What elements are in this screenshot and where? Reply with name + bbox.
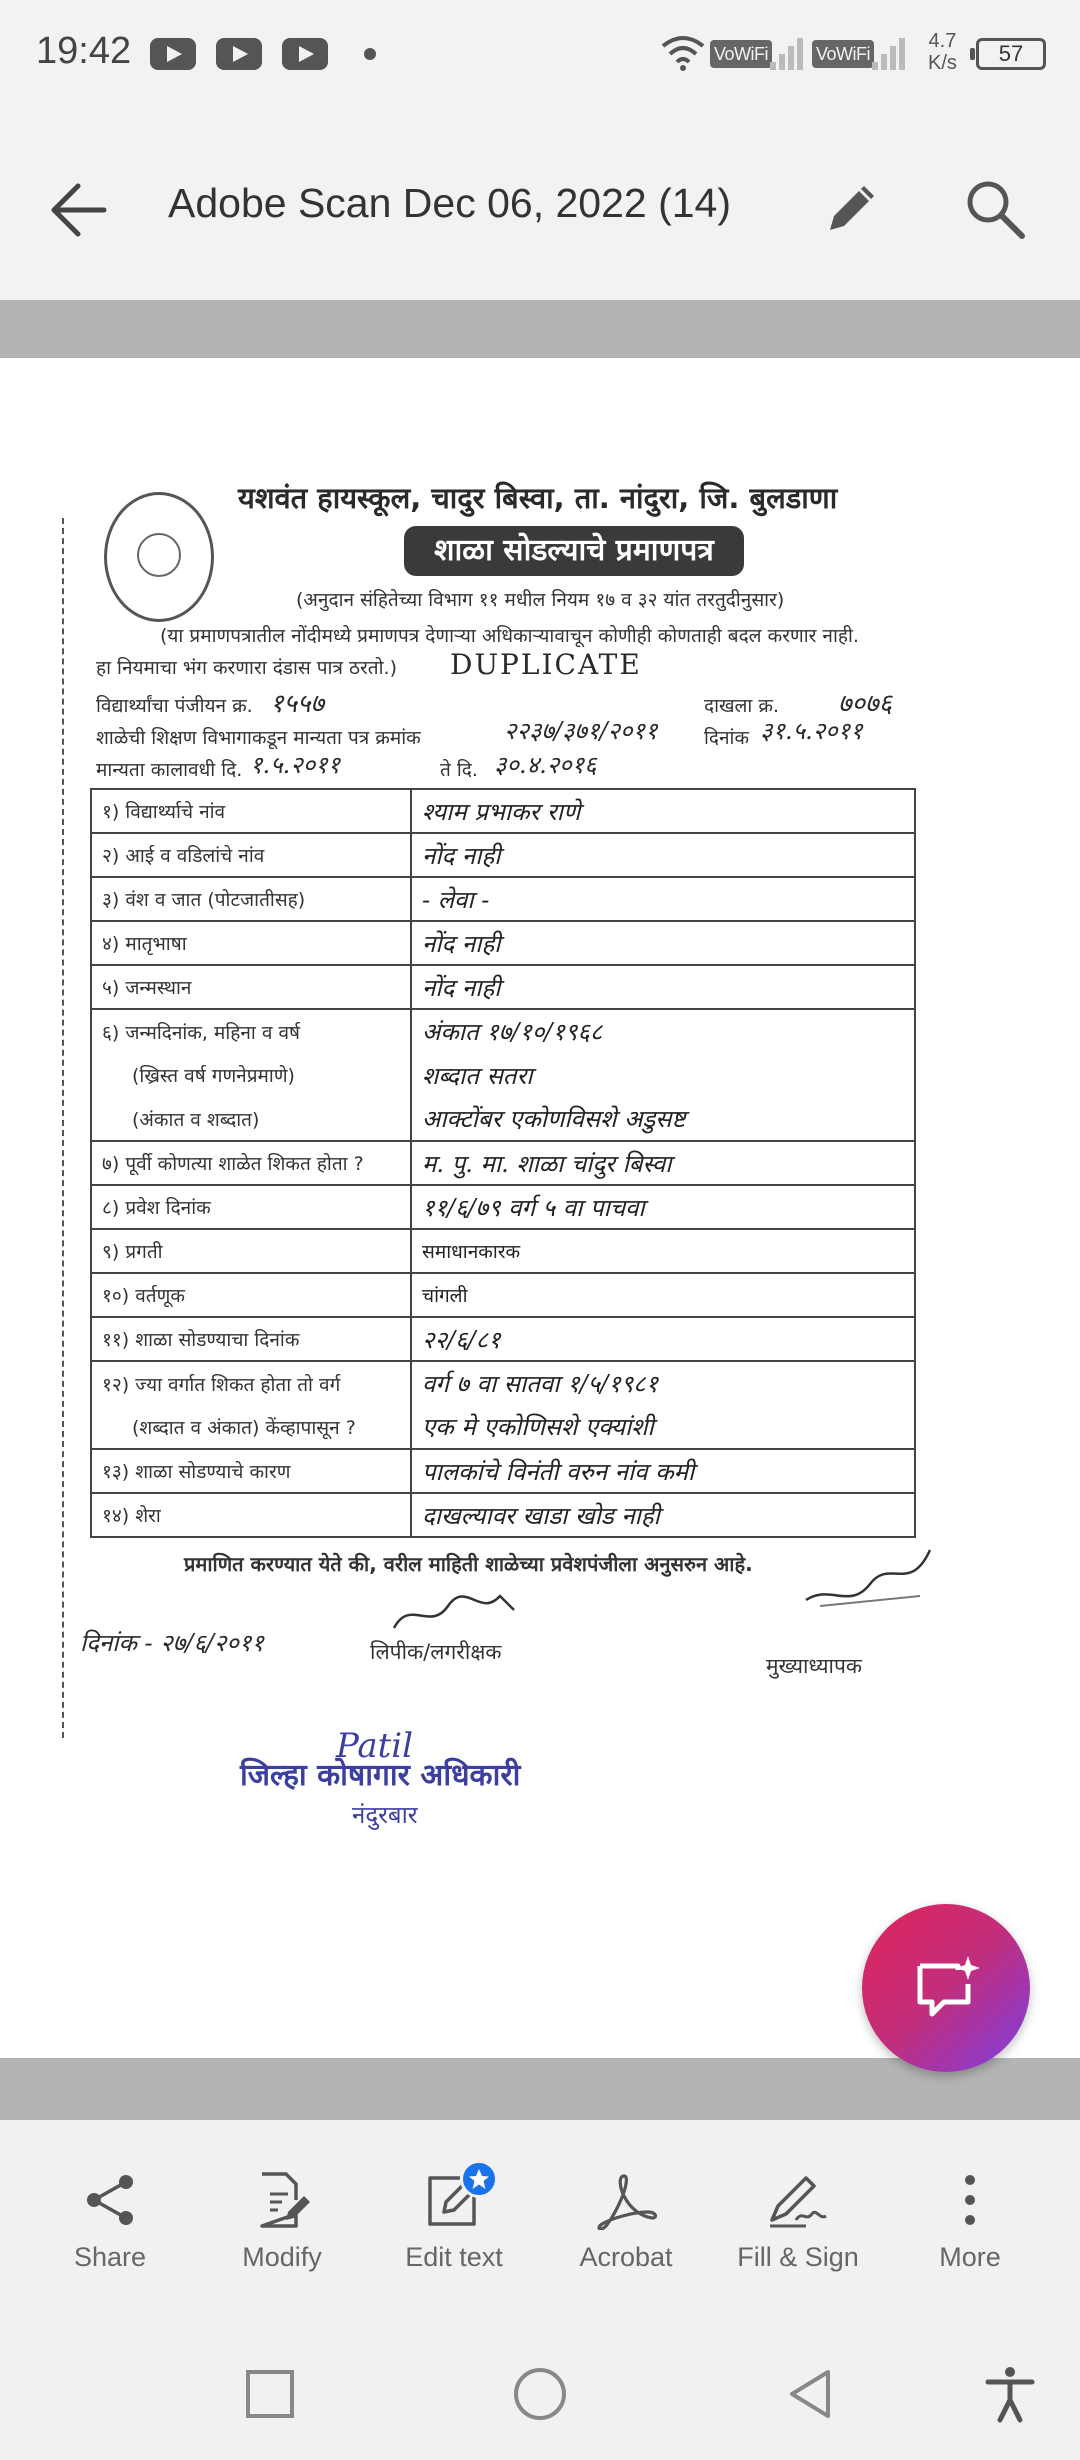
network-speed-value: 4.7	[928, 30, 957, 52]
row-label: १) विद्यार्थ्याचे नांव	[91, 789, 411, 833]
school-name: यशवंत हायस्कूल, चादुर बिस्वा, ता. नांदुरा, जि. बुलडाणा	[238, 481, 838, 515]
dot-icon	[364, 48, 376, 60]
recognition-date-label: दिनांक	[704, 727, 750, 749]
row-label: (अंकात व शब्दात)	[91, 1097, 411, 1141]
youtube-icon	[282, 38, 328, 70]
table-row	[91, 965, 915, 1009]
table-row	[91, 833, 915, 877]
document-viewer[interactable]	[0, 300, 1080, 2120]
row-label: ७) पूर्वी कोणत्या शाळेत शिकत होता ?	[91, 1141, 411, 1185]
admission-label: दाखला क्र.	[704, 695, 780, 717]
validity-to: ३०.४.२०१६	[494, 751, 597, 779]
table-row	[91, 1317, 915, 1361]
signal-icon	[872, 36, 906, 70]
table-row	[91, 1141, 915, 1185]
vowifi-badge: VoWiFi	[710, 40, 772, 68]
status-time: 19:42	[36, 30, 132, 72]
share-label: Share	[73, 2242, 147, 2272]
row-value: ११/६/७९ वर्ग ५ वा पाचवा	[411, 1185, 915, 1229]
office-stamp-place: नंदुरबार	[352, 1801, 418, 1829]
validity-label: मान्यता कालावधी दि.	[96, 759, 243, 781]
table-row	[91, 1097, 915, 1141]
table-row	[91, 1449, 915, 1493]
table-row	[91, 1273, 915, 1317]
school-seal	[104, 492, 214, 622]
duplicate-mark: DUPLICATE	[450, 648, 642, 681]
edit-text-label: Edit text	[405, 2242, 503, 2272]
row-label: ५) जन्मस्थान	[91, 965, 411, 1009]
youtube-icon	[150, 38, 196, 70]
office-stamp: जिल्हा कोषागार अधिकारी	[240, 1758, 521, 1793]
signal-icon	[770, 36, 804, 70]
warning-text: (या प्रमाणपत्रातील नोंदीमध्ये प्रमाणपत्र देणाऱ्या अधिकाऱ्यावाचून कोणीही कोणताही बदल करणार नाही.	[160, 625, 859, 647]
scanned-page[interactable]	[0, 358, 1080, 2058]
wifi-icon	[660, 34, 706, 72]
validity-from: १.५.२०११	[250, 751, 341, 779]
status-bar	[0, 0, 1080, 110]
row-value: - लेवा -	[411, 877, 915, 921]
document-title: Adobe Scan Dec 06, 2022 (14)	[168, 180, 731, 226]
row-label: ६) जन्मदिनांक, महिना व वर्ष	[91, 1009, 411, 1053]
admission-value: ७०७६	[838, 689, 893, 719]
row-value: नोंद नाही	[411, 921, 915, 965]
row-label: (ख्रिस्त वर्ष गणनेप्रमाणे)	[91, 1053, 411, 1097]
square-icon[interactable]	[240, 2364, 300, 2424]
row-label: ४) मातृभाषा	[91, 921, 411, 965]
fill-sign-label: Fill & Sign	[737, 2242, 859, 2272]
youtube-icon	[216, 38, 262, 70]
app-bar	[0, 110, 1080, 300]
battery-indicator: 57	[976, 38, 1046, 70]
vowifi-badge: VoWiFi	[812, 40, 874, 68]
table-row	[91, 1361, 915, 1405]
row-value: दाखल्यावर खाडा खोड नाही	[411, 1493, 915, 1537]
clerk-signature	[390, 1588, 520, 1638]
row-label: ११) शाळा सोडण्याचा दिनांक	[91, 1317, 411, 1361]
validity-to-label: ते दि.	[440, 759, 478, 781]
fill-sign-button[interactable]	[708, 2170, 888, 2300]
circle-icon[interactable]	[510, 2364, 570, 2424]
search-icon[interactable]	[962, 176, 1028, 242]
row-label: १०) वर्तणूक	[91, 1273, 411, 1317]
recognition-label: शाळेची शिक्षण विभागाकडून मान्यता पत्र क्रमांक	[96, 727, 421, 749]
stamp-signature: Patil	[336, 1726, 414, 1766]
row-value: शब्दात सतरा	[411, 1053, 915, 1097]
arrow-left-icon[interactable]	[44, 174, 116, 246]
row-value: वर्ग ७ वा सातवा १/५/१९८१	[411, 1361, 915, 1405]
triangle-back-icon[interactable]	[780, 2364, 840, 2424]
ai-assistant-button[interactable]	[862, 1904, 1030, 2072]
row-value: श्याम प्रभाकर राणे	[411, 789, 915, 833]
table-row	[91, 1229, 915, 1273]
row-label: ८) प्रवेश दिनांक	[91, 1185, 411, 1229]
row-value: नोंद नाही	[411, 965, 915, 1009]
row-label: २) आई व वडिलांचे नांव	[91, 833, 411, 877]
more-button[interactable]	[880, 2170, 1060, 2300]
table-row	[91, 1185, 915, 1229]
pencil-icon[interactable]	[820, 176, 884, 240]
row-label: ३) वंश व जात (पोटजातीसह)	[91, 877, 411, 921]
row-label: (शब्दात व अंकात) केंव्हापासून ?	[91, 1405, 411, 1449]
ai-assistant-chat-icon	[910, 1952, 982, 2024]
clerk-label: लिपीक/लगरीक्षक	[370, 1640, 502, 1664]
table-row	[91, 921, 915, 965]
recognition-date-value: ३१.५.२०११	[760, 717, 863, 745]
margin-line	[62, 518, 64, 1738]
row-value: समाधानकारक	[411, 1229, 915, 1273]
accessibility-icon[interactable]	[980, 2364, 1040, 2424]
row-label: १२) ज्या वर्गात शिकत होता तो वर्ग	[91, 1361, 411, 1405]
acrobat-button[interactable]	[536, 2170, 716, 2300]
modify-button[interactable]	[192, 2170, 372, 2300]
row-label: १४) शेरा	[91, 1493, 411, 1537]
row-value: २२/६/८१	[411, 1317, 915, 1361]
headmaster-signature	[800, 1544, 940, 1614]
row-value: एक मे एकोणिसशे एक्यांशी	[411, 1405, 915, 1449]
star-icon	[468, 2168, 490, 2190]
certify-statement: प्रमाणित करण्यात येते की, वरील माहिती शाळेच्या प्रवेशपंजीला अनुसरुन आहे.	[184, 1552, 753, 1576]
bottom-toolbar	[0, 2120, 1080, 2320]
certificate-table	[90, 788, 916, 1538]
row-value: अंकात १७/१०/१९६८	[411, 1009, 915, 1053]
table-row	[91, 1053, 915, 1097]
table-row	[91, 789, 915, 833]
network-speed	[928, 30, 957, 74]
table-row	[91, 1009, 915, 1053]
table-row	[91, 1405, 915, 1449]
row-value: म. पु. मा. शाळा चांदुर बिस्वा	[411, 1141, 915, 1185]
new-feature-badge	[460, 2160, 498, 2198]
row-value: चांगली	[411, 1273, 915, 1317]
row-label: १३) शाळा सोडण्याचे कारण	[91, 1449, 411, 1493]
recognition-value: २२३७/३७१/२०११	[504, 717, 658, 745]
footer-date: दिनांक - २७/६/२०११	[80, 1629, 264, 1657]
row-value: आक्टोंबर एकोणविसशे अडुसष्ट	[411, 1097, 915, 1141]
fill-sign-icon	[766, 2170, 830, 2230]
acrobat-icon	[594, 2170, 658, 2230]
row-value: नोंद नाही	[411, 833, 915, 877]
row-label: ९) प्रगती	[91, 1229, 411, 1273]
register-label: विद्यार्थ्यांचा पंजीयन क्र.	[96, 695, 253, 717]
rule-note: (अनुदान संहितेच्या विभाग ११ मधील नियम १७ व ३२ यांत तरतुदीनुसार)	[296, 589, 785, 611]
share-button[interactable]	[20, 2170, 200, 2300]
headmaster-label: मुख्याध्यापक	[766, 1654, 863, 1678]
modify-document-icon	[252, 2170, 312, 2230]
system-navbar	[0, 2320, 1080, 2460]
more-label: More	[939, 2242, 1001, 2272]
warning-text-2: हा नियमाचा भंग करणारा दंडास पात्र ठरतो.)	[96, 657, 398, 679]
certificate-heading: शाळा सोडल्याचे प्रमाणपत्र	[404, 526, 744, 576]
share-icon	[80, 2170, 140, 2230]
row-value: पालकांचे विनंती वरुन नांव कमी	[411, 1449, 915, 1493]
network-speed-unit: K/s	[928, 52, 957, 74]
register-value: १५५७	[270, 689, 325, 719]
edit-text-button[interactable]	[364, 2170, 544, 2300]
modify-label: Modify	[242, 2242, 322, 2272]
table-row	[91, 1493, 915, 1537]
acrobat-label: Acrobat	[579, 2242, 673, 2272]
table-row	[91, 877, 915, 921]
more-vertical-icon	[940, 2170, 1000, 2230]
